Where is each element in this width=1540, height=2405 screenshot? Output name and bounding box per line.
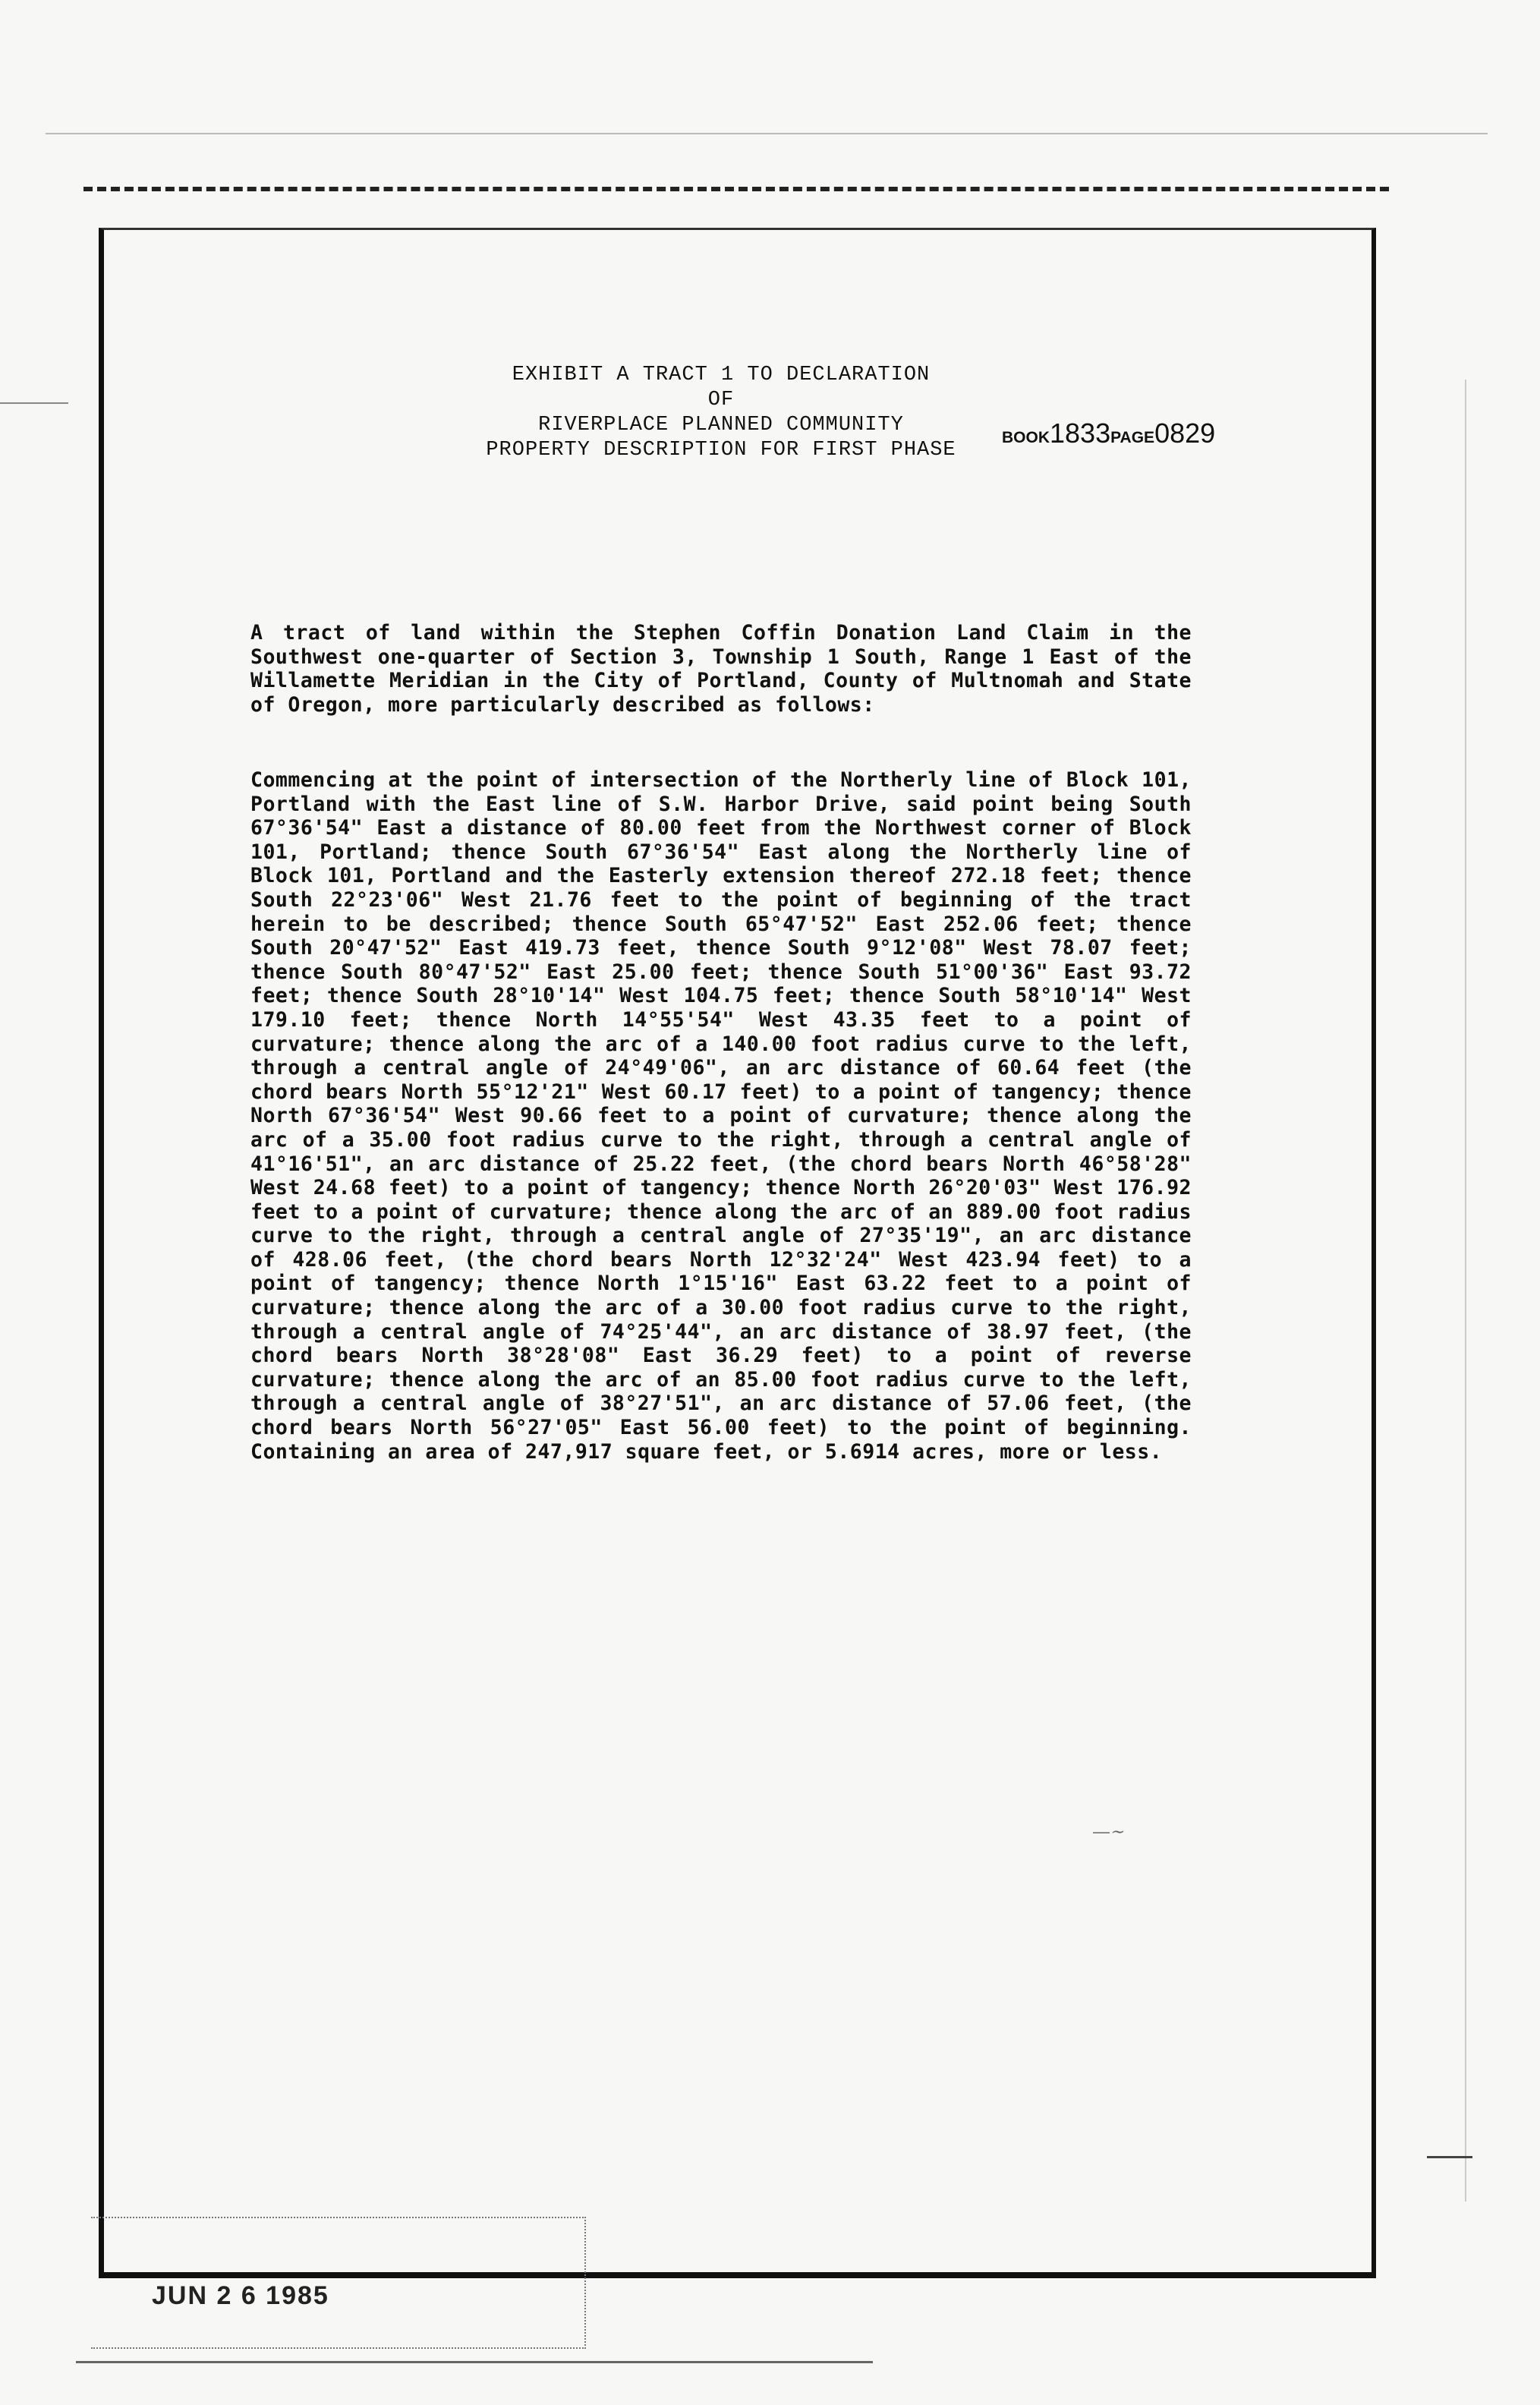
heading-line-3: RIVERPLACE PLANNED COMMUNITY xyxy=(538,414,904,437)
scan-artifact-bottom-line xyxy=(76,2361,873,2363)
page-label: PAGE xyxy=(1110,429,1155,446)
book-label: BOOK xyxy=(1002,429,1050,446)
scan-artifact-top-border xyxy=(83,187,1389,199)
heading-line-1: EXHIBIT A TRACT 1 TO DECLARATION xyxy=(512,364,931,386)
heading-line-2: OF xyxy=(707,389,735,411)
book-number: 1833 xyxy=(1050,418,1111,449)
page-number: 0829 xyxy=(1154,418,1216,449)
tract-intro-paragraph: A tract of land within the Stephen Coffin Donation Land Claim in the Southwest one-quarter of Section 3, Township 1 South, Range 1 East of the Willamette Meridian in the City of Portland, County of Multnomah and State of Oregon, more particularly described as follows: xyxy=(250,621,1192,717)
scan-artifact-right-tick xyxy=(1427,2156,1472,2158)
book-page-reference xyxy=(1002,418,1215,449)
scan-artifact-line xyxy=(46,133,1488,134)
tract-description-paragraph: Commencing at the point of intersection of the Northerly line of Block 101, Portland with the East line of S.W. Harbor Drive, said point being South 67°36'54" East a distance of 80.00 feet from the Northwest corner of Block 101, Portland; thence South 67°36'54" East along the Northerly line of Block 101, Portland and the Easterly extension thereof 272.18 feet; thence South 22°23'06" West 21.76 feet to the point of beginning of the tract herein to be described; thence South 65°47'52" East 252.06 feet; thence South 20°47'52" East 419.73 feet, thence South 9°12'08" West 78.07 feet; thence South 80°47'52" East 25.00 feet; thence South 51°00'36" East 93.72 feet; thence South 28°10'14" West 104.75 feet; thence South 58°10'14" West 179.10 feet; thence North 14°55'54" West 43.35 feet to a point of curvature; thence along the arc of a 140.00 foot radius curve to the left, through a central angle of 24°49'06", an arc distance of 60.64 feet (the chord bears North 55°12'21" West 60.17 feet) to a point of tangency; thence North 67°36'54" West 90.66 feet to a point of curvature; thence along the arc of a 35.00 foot radius curve to the right, through a central angle of 41°16'51", an arc distance of 25.22 feet, (the chord bears North 46°58'28" West 24.68 feet) to a point of tangency; thence North 26°20'03" West 176.92 feet to a point of curvature; thence along the arc of an 889.00 foot radius curve to the right, through a central angle of 27°35'19", an arc distance of 428.06 feet, (the chord bears North 12°32'24" West 423.94 feet) to a point of tangency; thence North 1°15'16" East 63.22 feet to a point of curvature; thence along the arc of a 30.00 foot radius curve to the right, through a central angle of 74°25'44", an arc distance of 38.97 feet, (the chord bears North 38°28'08" East 36.29 feet) to a point of reverse curvature; thence along the arc of an 85.00 foot radius curve to the left, through a central angle of 38°27'51", an arc distance of 57.06 feet, (the chord bears North 56°27'05" East 56.00 feet) to the point of beginning. Containing an area of 247,917 square feet, or 5.6914 acres, more or less. xyxy=(250,768,1192,1464)
scan-artifact-left-tick xyxy=(0,402,68,404)
heading-line-4: PROPERTY DESCRIPTION FOR FIRST PHASE xyxy=(486,439,956,462)
recording-date-stamp: JUN 2 6 1985 xyxy=(152,2281,329,2310)
scan-artifact-right-edge xyxy=(1465,380,1466,2202)
handwritten-mark: —∼ xyxy=(1093,1822,1124,1841)
